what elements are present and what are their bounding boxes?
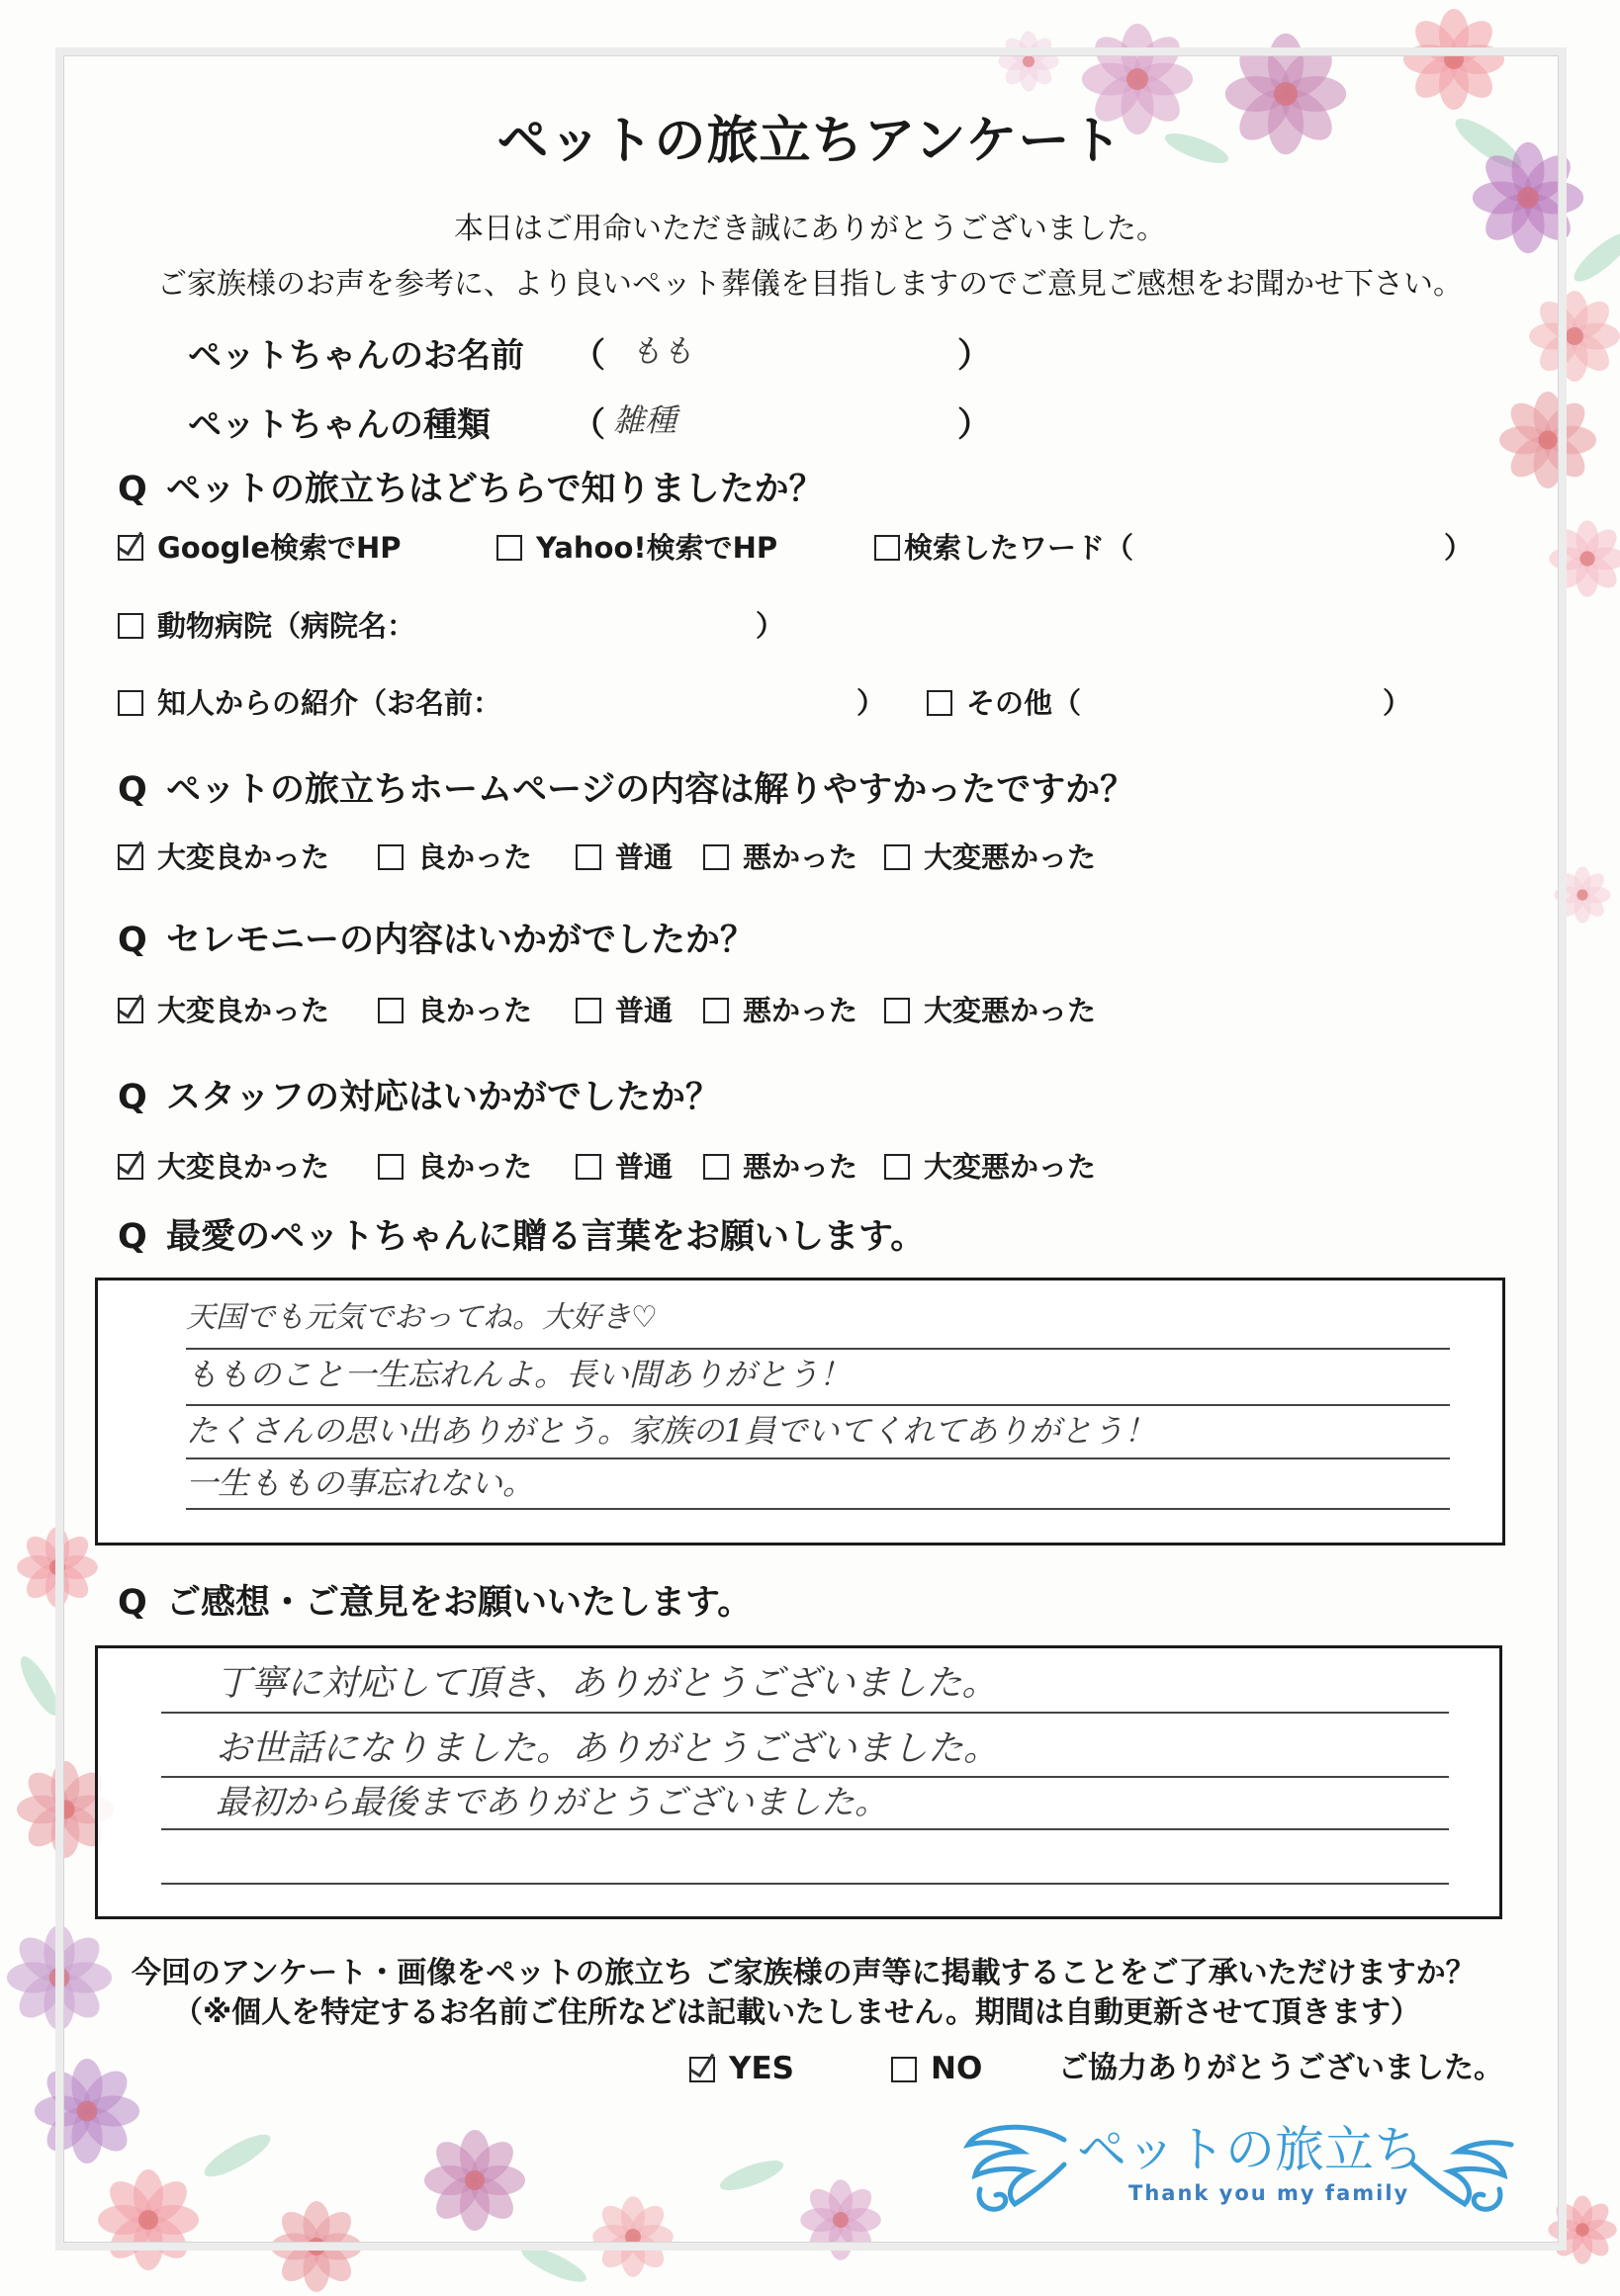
handwritten-answer-line: お世話になりました。ありがとうございました。 — [216, 1728, 1000, 1769]
option-label: 大変良かった — [157, 994, 330, 1027]
q1-referral-close-paren: ） — [856, 686, 886, 720]
logo-name: ペットの旅立ち — [1077, 2121, 1423, 2178]
pet-name-close-paren: ） — [957, 336, 991, 376]
handwritten-answer-line: たくさんの思い出ありがとう。家族の1員でいてくれてありがとう！ — [186, 1412, 1156, 1450]
checkbox[interactable] — [496, 535, 522, 561]
option-label: 大変良かった — [157, 840, 330, 874]
q2-option-normal[interactable] — [576, 840, 673, 875]
checkbox[interactable] — [703, 1154, 729, 1180]
checkbox[interactable] — [378, 1154, 404, 1180]
pet-type-open-paren: （ — [572, 405, 605, 445]
handwritten-answer-line: 天国でも元気でおってね。大好き♡ — [186, 1300, 658, 1335]
consent-question: 今回のアンケート・画像をペットの旅立ち ご家族様の声等に掲載することをご了承いただけますか？ — [132, 1956, 1476, 1990]
option-label: YES — [729, 2051, 794, 2086]
q1-option-yahoo[interactable] — [496, 531, 777, 566]
checkbox[interactable] — [378, 998, 404, 1023]
option-label: 知人からの紹介（お名前： — [157, 686, 502, 720]
q2-option-bad[interactable] — [703, 840, 857, 875]
option-label: Google検索でHP — [157, 531, 402, 565]
thanks-message: ご協力ありがとうございました。 — [1058, 2051, 1503, 2085]
option-label: 大変悪かった — [924, 994, 1097, 1027]
option-label: 悪かった — [743, 1150, 858, 1184]
q1-option-referral[interactable] — [118, 686, 501, 721]
option-label: その他（ — [966, 686, 1082, 720]
checkbox[interactable] — [927, 690, 952, 716]
option-label: 普通 — [615, 840, 674, 874]
pet-name-open-paren: （ — [572, 336, 605, 376]
q5-mark: Q — [118, 1217, 147, 1257]
checkbox[interactable] — [891, 2057, 917, 2082]
option-label: 良かった — [417, 1150, 533, 1184]
q4-option-good[interactable] — [378, 1150, 532, 1185]
option-label: 大変悪かった — [924, 1150, 1097, 1184]
q2-question: ペットの旅立ちホームページの内容は解りやすかったですか？ — [166, 770, 1135, 810]
option-label: 普通 — [615, 994, 674, 1027]
q6-answer-box[interactable] — [95, 1645, 1502, 1919]
checkbox[interactable] — [118, 998, 143, 1023]
ruled-line — [186, 1508, 1450, 1510]
checkbox[interactable] — [884, 844, 910, 870]
q4-option-bad[interactable] — [703, 1150, 857, 1185]
checkbox[interactable] — [118, 535, 143, 561]
q1-option-google[interactable] — [118, 531, 402, 566]
checkbox[interactable] — [689, 2057, 715, 2082]
pet-type-label: ペットちゃんの種類 — [188, 405, 491, 445]
q1-question: ペットの旅立ちはどちらで知りましたか？ — [166, 470, 824, 509]
q3-option-good[interactable] — [378, 994, 532, 1028]
q4-option-very-good[interactable] — [118, 1150, 329, 1185]
q3-option-very-good[interactable] — [118, 994, 329, 1028]
consent-option-yes[interactable] — [689, 2051, 794, 2087]
q4-mark: Q — [118, 1078, 147, 1117]
survey-title: ペットの旅立ちアンケート — [496, 112, 1124, 171]
pet-type-field[interactable]: 雑種 — [613, 401, 677, 439]
q3-option-very-bad[interactable] — [884, 994, 1096, 1028]
option-label: 検索したワード（ — [904, 531, 1134, 565]
q1-other-close-paren: ） — [1383, 686, 1412, 720]
ruled-line — [161, 1776, 1449, 1778]
handwritten-answer-line: 一生ももの事忘れない。 — [186, 1464, 535, 1502]
q3-mark: Q — [118, 921, 147, 960]
consent-option-no[interactable] — [891, 2051, 982, 2087]
option-label: 良かった — [417, 994, 533, 1027]
handwritten-answer-line: 丁寧に対応して頂き、ありがとうございました。 — [216, 1663, 998, 1704]
consent-note: （※個人を特定するお名前ご住所などは記載いたしません。期間は自動更新させて頂きます） — [173, 1995, 1420, 2030]
logo-tagline: Thank you my family — [1128, 2181, 1410, 2205]
option-label: 悪かった — [743, 840, 858, 874]
q1-option-search-word[interactable] — [874, 531, 1133, 566]
ruled-line — [161, 1883, 1449, 1885]
checkbox[interactable] — [576, 1154, 601, 1180]
pet-type-close-paren: ） — [957, 405, 991, 445]
ruled-line — [186, 1404, 1450, 1406]
q6-question: ご感想・ご意見をお願いいたします。 — [166, 1583, 753, 1623]
option-label: 普通 — [615, 1150, 674, 1184]
option-label: 大変良かった — [157, 1150, 330, 1184]
handwritten-answer-line: もものこと一生忘れんよ。長い間ありがとう！ — [186, 1356, 852, 1393]
pet-name-label: ペットちゃんのお名前 — [188, 336, 524, 376]
option-label: 良かった — [417, 840, 533, 874]
checkbox[interactable] — [576, 998, 601, 1023]
ruled-line — [161, 1712, 1449, 1714]
pet-name-field[interactable]: もも — [630, 332, 694, 370]
checkbox[interactable] — [118, 844, 143, 870]
option-label: 動物病院（病院名： — [157, 609, 416, 643]
brand-logo — [960, 2110, 1517, 2220]
q5-question: 最愛のペットちゃんに贈る言葉をお願いします。 — [166, 1217, 926, 1257]
option-label: NO — [931, 2051, 983, 2086]
q1-hospital-close-paren: ） — [756, 609, 785, 643]
q1-mark: Q — [118, 470, 147, 509]
q3-question: セレモニーの内容はいかがでしたか？ — [166, 921, 756, 960]
checkbox[interactable] — [576, 844, 601, 870]
q3-option-bad[interactable] — [703, 994, 857, 1028]
checkbox[interactable] — [118, 613, 143, 639]
q6-mark: Q — [118, 1583, 147, 1623]
q3-option-normal[interactable] — [576, 994, 673, 1028]
checkbox[interactable] — [884, 1154, 910, 1180]
q5-answer-box[interactable] — [95, 1278, 1505, 1545]
q1-search-word-close-paren: ） — [1444, 531, 1474, 565]
checkbox[interactable] — [378, 844, 404, 870]
q2-option-very-good[interactable] — [118, 840, 329, 875]
checkbox[interactable] — [703, 998, 729, 1023]
checkbox[interactable] — [118, 1154, 143, 1180]
ruled-line — [186, 1348, 1450, 1350]
page-frame — [55, 47, 1567, 2251]
q2-option-good[interactable] — [378, 840, 532, 875]
q4-question: スタッフの対応はいかがでしたか？ — [166, 1078, 721, 1117]
ruled-line — [161, 1828, 1449, 1830]
handwritten-answer-line: 最初から最後までありがとうございました。 — [216, 1783, 888, 1822]
checkbox[interactable] — [874, 535, 900, 561]
q2-option-very-bad[interactable] — [884, 840, 1096, 875]
q4-option-normal[interactable] — [576, 1150, 673, 1185]
q4-option-very-bad[interactable] — [884, 1150, 1096, 1185]
checkbox[interactable] — [118, 690, 143, 716]
intro-line-1: 本日はご用命いただき誠にありがとうございました。 — [454, 212, 1166, 246]
q1-option-other[interactable] — [927, 686, 1081, 721]
option-label: 悪かった — [743, 994, 858, 1027]
option-label: Yahoo!検索でHP — [536, 531, 778, 565]
q2-mark: Q — [118, 770, 147, 810]
checkbox[interactable] — [703, 844, 729, 870]
option-label: 大変悪かった — [924, 840, 1097, 874]
checkbox[interactable] — [884, 998, 910, 1023]
intro-line-2: ご家族様のお声を参考に、より良いペット葬儀を目指しますのでご意見ご感想をお聞かせ下さい。 — [157, 267, 1463, 302]
q1-option-animal-hospital[interactable] — [118, 609, 415, 644]
ruled-line — [186, 1457, 1450, 1459]
